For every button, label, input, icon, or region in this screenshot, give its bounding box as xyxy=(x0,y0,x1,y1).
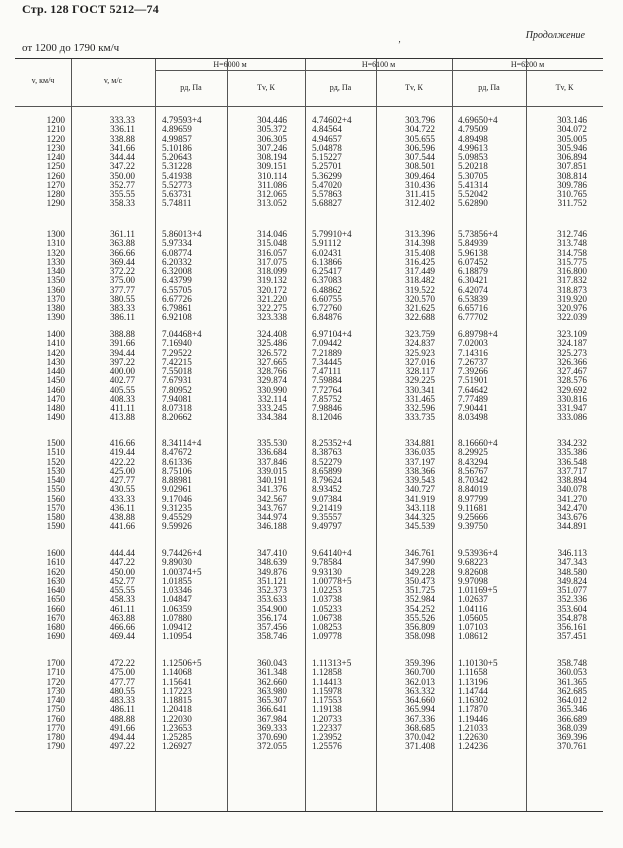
header-pd-2: pд, Па xyxy=(329,83,352,92)
col-speed-ms: 333.33 336.11 338.88 341.66 344.44 347.22 350.00 352.77 355.55 358.33 xyxy=(109,115,135,209)
col-temp-1: 314.046 315.048 316.057 317.075 318.099 319.132 320.172 321.220 322.275 323.338 xyxy=(257,229,287,323)
header-group-3: H=6200 м xyxy=(510,60,545,69)
col-speed-kmh: 1600 1610 1620 1630 1640 1650 1660 1670 1680 1690 xyxy=(46,548,65,642)
data-table xyxy=(15,58,603,812)
col-pressure-2: 1.11313+5 1.12858 1.14413 1.15978 1.17553 1.19138 1.20733 1.22337 1.23952 1.25576 xyxy=(312,658,352,752)
col-pressure-3: 9.53936+4 9.68223 9.82608 9.97098 1.01169+5 1.02637 1.04116 1.05605 1.07103 1.08612 xyxy=(458,548,498,642)
col-speed-kmh: 1300 1310 1320 1330 1340 1350 1360 1370 1380 1390 xyxy=(46,229,65,323)
col-temp-2: 323.759 324.837 325.923 327.016 328.117 329.225 330.341 331.465 332.596 333.735 xyxy=(405,329,435,423)
col-temp-1: 347.410 348.639 349.876 351.121 352.373 353.633 354.900 356.174 357.456 358.746 xyxy=(257,548,287,642)
col-pressure-3: 8.16660+4 8.29925 8.43294 8.56767 8.70342 8.84019 8.97799 9.11681 9.25666 9.39750 xyxy=(458,438,498,532)
continuation-label: Продолжение xyxy=(525,30,585,41)
col-speed-ms: 361.11 363.88 366.66 369.44 372.22 375.00 377.77 380.55 383.33 386.11 xyxy=(109,229,135,323)
header-group-1: H=6000 м xyxy=(213,60,247,69)
col-temp-3: 303.146 304.072 305.005 305.946 306.894 307.851 308.814 309.786 310.765 311.752 xyxy=(557,115,587,209)
header-v-kmh: v, км/ч xyxy=(31,76,55,85)
header-pd-3: pд, Па xyxy=(478,83,500,92)
col-temp-1: 335.530 336.684 337.846 339.015 340.191 341.376 342.567 343.767 344.974 346.188 xyxy=(257,438,287,532)
col-speed-kmh: 1700 1710 1720 1730 1740 1750 1760 1770 1780 1790 xyxy=(46,658,65,752)
col-speed-kmh: 1500 1510 1520 1530 1540 1550 1560 1570 1580 1590 xyxy=(46,438,65,532)
header-pd-1: pд, Па xyxy=(180,83,202,92)
col-temp-3: 358.748 360.053 361.365 362.685 364.012 365.346 366.689 368.039 369.396 370.761 xyxy=(557,658,587,752)
col-pressure-1: 5.86013+4 5.97334 6.08774 6.20332 6.32008 6.43799 6.55705 6.67726 6.79861 6.92108 xyxy=(162,229,202,323)
col-speed-kmh: 1400 1410 1420 1430 1440 1450 1460 1470 1480 1490 xyxy=(46,329,65,423)
col-temp-2: 313.396 314.398 315.408 316.425 317.449 318.482 319.522 320.570 321.625 322.688 xyxy=(405,229,435,323)
col-pressure-1: 8.34114+4 8.47672 8.61336 8.75106 8.88981 9.02961 9.17046 9.31235 9.45529 9.59926 xyxy=(162,438,202,532)
col-pressure-2: 4.74602+4 4.84564 4.94657 5.04878 5.15227 5.25701 5.36299 5.47020 5.57863 5.68827 xyxy=(312,115,352,209)
col-pressure-3: 4.69650+4 4.79509 4.89498 4.99613 5.09853 5.20218 5.30705 5.41314 5.52042 5.62890 xyxy=(458,115,498,209)
col-pressure-1: 9.74426+4 9.89030 1.00374+5 1.01855 1.03346 1.04847 1.06359 1.07880 1.09412 1.10954 xyxy=(162,548,202,642)
col-temp-1: 360.043 361.348 362.660 363.980 365.307 366.641 367.984 369.333 370.690 372.055 xyxy=(257,658,287,752)
col-speed-ms: 444.44 447.22 450.00 452.77 455.55 458.33 461.11 463.88 466.66 469.44 xyxy=(109,548,135,642)
page-header: Стр. 128 ГОСТ 5212—74 xyxy=(22,2,159,16)
col-speed-ms: 472.22 475.00 477.77 480.55 483.33 486.11 488.88 491.66 494.44 497.22 xyxy=(109,658,135,752)
col-pressure-3: 5.73856+4 5.84939 5.96138 6.07452 6.18879 6.30421 6.42074 6.53839 6.65716 6.77702 xyxy=(458,229,498,323)
header-t-3: Tv, К xyxy=(555,83,574,92)
col-temp-3: 346.113 347.343 348.580 349.824 351.077 352.336 353.604 354.878 356.161 357.451 xyxy=(557,548,587,642)
col-temp-1: 304.446 305.372 306.305 307.246 308.194 309.151 310.114 311.086 312.065 313.052 xyxy=(257,115,287,209)
col-temp-2: 303.796 304.722 305.655 306.596 307.544 308.501 309.464 310.436 311.415 312.402 xyxy=(405,115,435,209)
col-pressure-1: 1.12506+5 1.14068 1.15641 1.17223 1.18815 1.20418 1.22030 1.23653 1.25285 1.26927 xyxy=(162,658,202,752)
header-v-ms: v, м/с xyxy=(103,76,123,85)
col-speed-kmh: 1200 1210 1220 1230 1240 1250 1260 1270 1280 1290 xyxy=(46,115,65,209)
col-pressure-2: 8.25352+4 8.38763 8.52279 8.65899 8.79624 8.93452 9.07384 9.21419 9.35557 9.49797 xyxy=(312,438,352,532)
stray-mark: ‚ xyxy=(398,34,401,44)
header-group-2: H=6100 м xyxy=(361,60,396,69)
col-pressure-3: 1.10130+5 1.11658 1.13196 1.14744 1.16302 1.17870 1.19446 1.21033 1.22630 1.24236 xyxy=(458,658,498,752)
col-pressure-1: 4.79593+4 4.89659 4.99857 5.10186 5.20643 5.31228 5.41938 5.52773 5.63731 5.74811 xyxy=(162,115,202,209)
col-temp-3: 334.232 335.386 336.548 337.717 338.894 340.078 341.270 342.470 343.676 344.891 xyxy=(557,438,587,532)
col-pressure-3: 6.89798+4 7.02003 7.14316 7.26737 7.39266 7.51901 7.64642 7.77489 7.90441 8.03498 xyxy=(458,329,498,423)
col-temp-2: 334.881 336.035 337.197 338.366 339.543 340.727 341.919 343.118 344.325 345.539 xyxy=(405,438,435,532)
header-t-1: Tv, К xyxy=(257,83,275,92)
col-pressure-1: 7.04468+4 7.16940 7.29522 7.42215 7.55018 7.67931 7.80952 7.94081 8.07318 8.20662 xyxy=(162,329,202,423)
col-pressure-2: 9.64140+4 9.78584 9.93130 1.00778+5 1.02253 1.03738 1.05233 1.06738 1.08253 1.09778 xyxy=(312,548,352,642)
col-temp-1: 324.408 325.486 326.572 327.665 328.766 329.874 330.990 332.114 333.245 334.384 xyxy=(257,329,287,423)
range-title: от 1200 до 1790 км/ч xyxy=(22,42,120,54)
col-speed-ms: 416.66 419.44 422.22 425.00 427.77 430.55 433.33 436.11 438.88 441.66 xyxy=(109,438,135,532)
col-temp-3: 312.746 313.748 314.758 315.775 316.800 317.832 318.873 319.920 320.976 322.039 xyxy=(557,229,587,323)
header-t-2: Tv, К xyxy=(405,83,423,92)
col-pressure-2: 5.79910+4 5.91112 6.02431 6.13866 6.25417 6.37083 6.48862 6.60755 6.72760 6.84876 xyxy=(312,229,352,323)
col-temp-2: 346.761 347.990 349.228 350.473 351.725 352.984 354.252 355.526 356.809 358.098 xyxy=(405,548,435,642)
col-temp-3: 323.109 324.187 325.273 326.366 327.467 328.576 329.692 330.816 331.947 333.086 xyxy=(557,329,587,423)
col-speed-ms: 388.88 391.66 394.44 397.22 400.00 402.77 405.55 408.33 411.11 413.88 xyxy=(109,329,135,423)
col-pressure-2: 6.97104+4 7.09442 7.21889 7.34445 7.47111 7.59884 7.72764 7.85752 7.98846 8.12046 xyxy=(312,329,352,423)
col-temp-2: 359.396 360.700 362.013 363.332 364.660 365.994 367.336 368.685 370.042 371.408 xyxy=(405,658,435,752)
